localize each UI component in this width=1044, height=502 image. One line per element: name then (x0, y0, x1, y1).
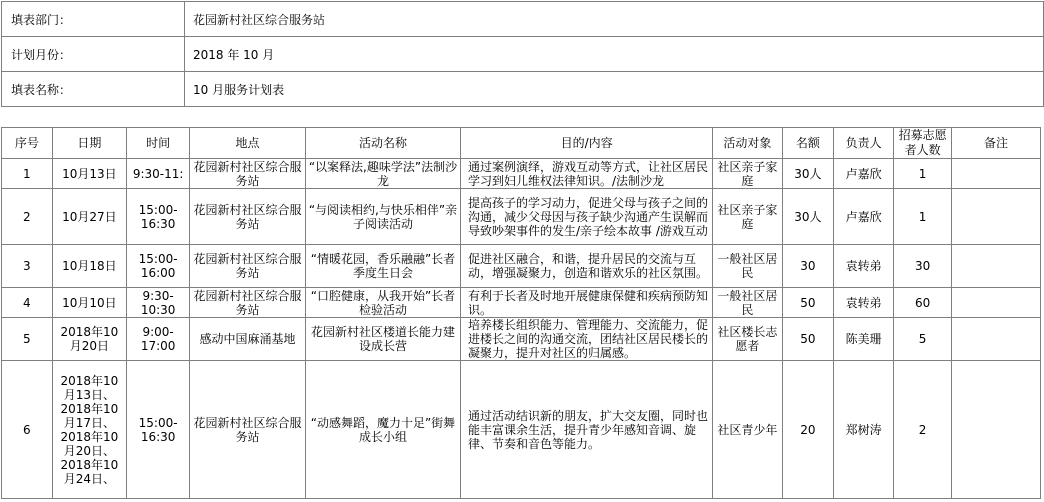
table-cell: 花园新村社区综合服务站 (190, 361, 306, 499)
table-cell (952, 245, 1041, 288)
table-cell: 30 (782, 245, 834, 288)
table-cell: 社区亲子家庭 (713, 159, 782, 189)
table-cell: 9:30-10:30 (127, 288, 190, 318)
table-cell (952, 159, 1041, 189)
table-cell: 通过活动结识新的朋友，扩大交友圈，同时也能丰富课余生活，提升青少年感知音调、旋律、节奏和音色等能力。 (460, 361, 712, 499)
table-cell: 30人 (782, 159, 834, 189)
table-cell: 10月10日 (52, 288, 126, 318)
header-cell: 时间 (127, 128, 190, 159)
table-cell: 5 (894, 318, 952, 361)
table-cell: “与阅读相约,与快乐相伴”亲子阅读活动 (305, 189, 460, 245)
table-cell (952, 288, 1041, 318)
table-cell (952, 361, 1041, 499)
plan-month-value: 2018 年 10 月 (185, 37, 1044, 72)
table-cell: 一般社区居民 (713, 245, 782, 288)
table-row (2, 245, 1041, 288)
table-cell: 社区青少年 (713, 361, 782, 499)
table-cell: 50 (782, 318, 834, 361)
table-cell: 1 (894, 159, 952, 189)
table-cell: 60 (894, 288, 952, 318)
table-cell: “情暖花园，香乐融融”长者季度生日会 (305, 245, 460, 288)
table-cell: 卢嘉欣 (834, 189, 894, 245)
table-cell: 有利于长者及时地开展健康保健和疾病预防知识。 (460, 288, 712, 318)
header-cell: 日期 (52, 128, 126, 159)
table-cell (952, 189, 1041, 245)
table-cell: 10月13日 (52, 159, 126, 189)
table-cell: 9:00-17:00 (127, 318, 190, 361)
table-cell: 花园新村社区楼道长能力建设成长营 (305, 318, 460, 361)
table-row (2, 159, 1041, 189)
table-header-row (2, 128, 1041, 159)
table-cell: 花园新村社区综合服务站 (190, 189, 306, 245)
table-cell: 30人 (782, 189, 834, 245)
table-cell: 2 (894, 361, 952, 499)
table-cell: 一般社区居民 (713, 288, 782, 318)
table-cell: 郑树涛 (834, 361, 894, 499)
form-info-table (1, 1, 1044, 107)
table-cell: 15:00-16:00 (127, 245, 190, 288)
header-cell: 活动对象 (713, 128, 782, 159)
table-cell: 卢嘉欣 (834, 159, 894, 189)
header-cell: 地点 (190, 128, 306, 159)
table-cell: 50 (782, 288, 834, 318)
header-cell: 招募志愿者人数 (894, 128, 952, 159)
table-cell: “口腔健康，从我开始”长者检验活动 (305, 288, 460, 318)
table-cell: 2 (2, 189, 53, 245)
service-plan-table (1, 127, 1041, 499)
header-cell: 活动名称 (305, 128, 460, 159)
plan-month-label: 计划月份： (2, 37, 185, 72)
department-label: 填表部门： (2, 2, 185, 37)
table-cell: “以案释法,趣味学法”法制沙龙 (305, 159, 460, 189)
table-cell: 4 (2, 288, 53, 318)
table-cell: “动感舞蹈，魔力十足”街舞成长小组 (305, 361, 460, 499)
table-cell: 提高孩子的学习动力，促进父母与孩子之间的沟通，减少父母因与孩子缺少沟通产生误解而导致吵架事件的发生/亲子绘本故事 /游戏互动 (460, 189, 712, 245)
header-cell: 备注 (952, 128, 1041, 159)
table-cell: 1 (894, 189, 952, 245)
table-cell: 促进社区融合，和谐，提升居民的交流与互动，增强凝聚力，创造和谐欢乐的社区氛围。 (460, 245, 712, 288)
table-cell: 5 (2, 318, 53, 361)
table-row (2, 189, 1041, 245)
form-name-row (2, 72, 1044, 107)
table-cell: 陈美珊 (834, 318, 894, 361)
table-cell: 2018年10月20日 (52, 318, 126, 361)
table-cell: 花园新村社区综合服务站 (190, 159, 306, 189)
form-name-value: 10 月服务计划表 (185, 72, 1044, 107)
table-cell: 花园新村社区综合服务站 (190, 245, 306, 288)
table-row (2, 318, 1041, 361)
table-cell: 袁转弟 (834, 288, 894, 318)
table-cell: 社区亲子家庭 (713, 189, 782, 245)
table-cell: 6 (2, 361, 53, 499)
table-cell: 通过案例演绎，游戏互动等方式，让社区居民学习到妇儿维权法律知识。/法制沙龙 (460, 159, 712, 189)
table-row (2, 288, 1041, 318)
table-row (2, 361, 1041, 499)
table-cell: 社区楼长志愿者 (713, 318, 782, 361)
table-cell: 15:00-16:30 (127, 361, 190, 499)
table-cell: 9:30-11: (127, 159, 190, 189)
table-cell: 花园新村社区综合服务站 (190, 288, 306, 318)
table-cell: 袁转弟 (834, 245, 894, 288)
plan-month-row (2, 37, 1044, 72)
header-cell: 负责人 (834, 128, 894, 159)
table-cell: 培养楼长组织能力、管理能力、交流能力，促进楼长之间的沟通交流，团结社区居民楼长的凝聚力，提升对社区的归属感。 (460, 318, 712, 361)
header-cell: 目的/内容 (460, 128, 712, 159)
table-cell (952, 318, 1041, 361)
table-cell: 1 (2, 159, 53, 189)
table-cell: 30 (894, 245, 952, 288)
header-cell: 序号 (2, 128, 53, 159)
department-row (2, 2, 1044, 37)
table-cell: 10月27日 (52, 189, 126, 245)
table-cell: 20 (782, 361, 834, 499)
header-cell: 名额 (782, 128, 834, 159)
table-cell: 感动中国麻涌基地 (190, 318, 306, 361)
table-cell: 2018年10月13日、2018年10月17日、2018年10月20日、2018年10月24日、 (52, 361, 126, 499)
form-name-label: 填表名称： (2, 72, 185, 107)
department-value: 花园新村社区综合服务站 (185, 2, 1044, 37)
table-cell: 15:00-16:30 (127, 189, 190, 245)
table-cell: 3 (2, 245, 53, 288)
table-cell: 10月18日 (52, 245, 126, 288)
